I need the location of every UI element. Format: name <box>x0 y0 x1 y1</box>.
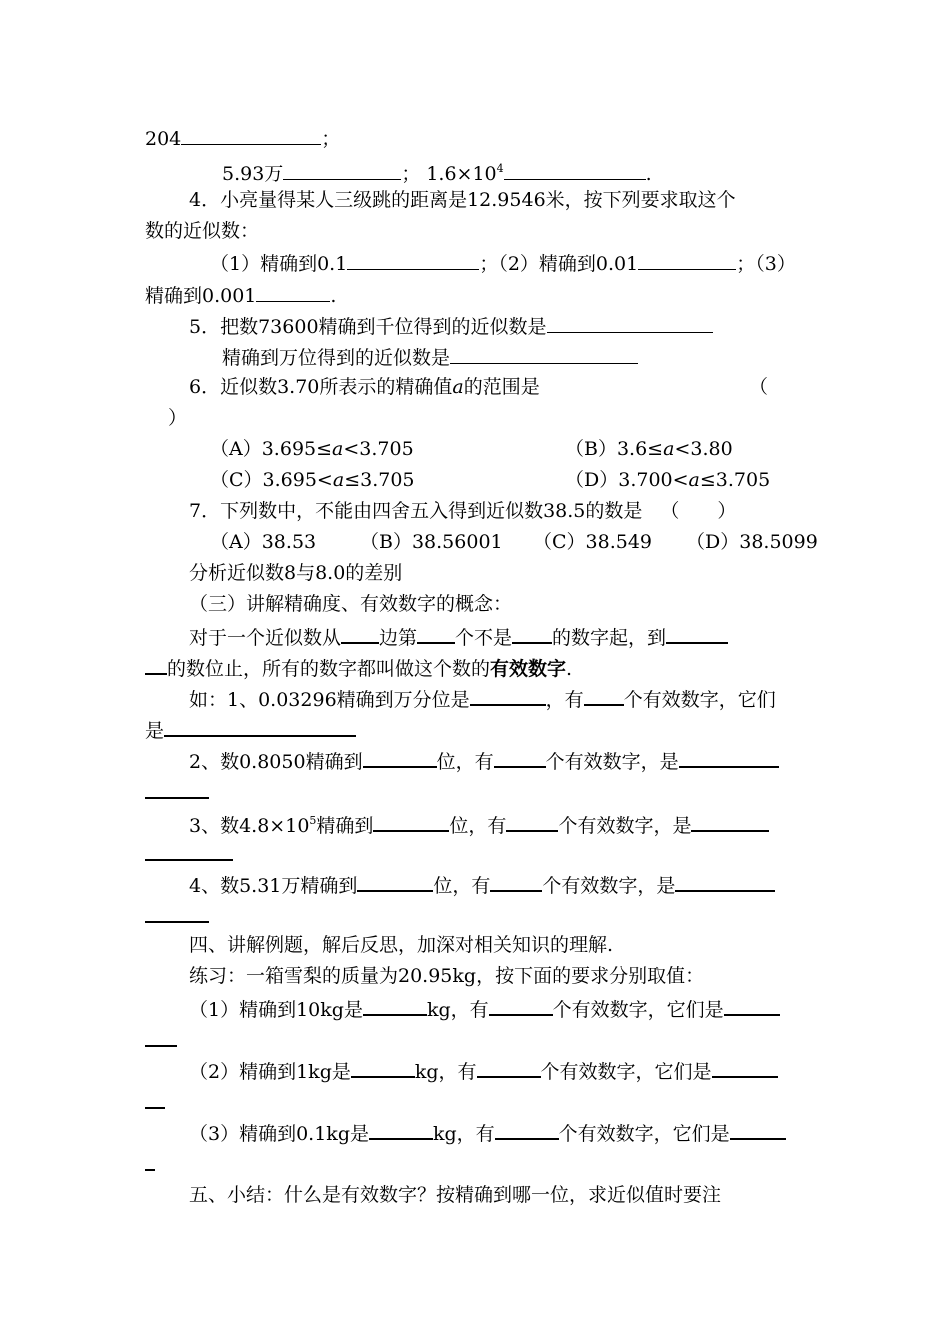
ex-text: 个有效数字，是 <box>542 875 676 897</box>
practice-1-cont <box>145 1025 177 1054</box>
opt-text: （C）3.695< <box>210 469 333 491</box>
answer-blank[interactable] <box>283 159 401 180</box>
q3-value-204: 204 <box>145 128 182 150</box>
q6-text-b: 的范围是 <box>463 376 540 398</box>
analysis-line: 分析近似数8与8.0的差别 <box>189 562 403 584</box>
q3-value-sci: 1.6×10 <box>426 163 497 185</box>
ex-text: 是 <box>145 720 165 742</box>
opt-text: ≤3.705 <box>699 469 771 491</box>
period: . <box>330 285 337 307</box>
separator: ； <box>479 253 499 275</box>
var-a: a <box>332 469 345 491</box>
var-a: a <box>332 438 344 460</box>
definition-line-1 <box>189 622 728 651</box>
q4-part-1: （1）精确到0.1 <box>210 253 348 275</box>
var-a: a <box>688 469 700 491</box>
q6-text-a: 6．近似数3.70所表示的精确值 <box>189 376 453 398</box>
period: . <box>645 163 652 185</box>
answer-blank[interactable] <box>506 810 558 832</box>
practice-text: （1）精确到10kg是 <box>189 999 363 1021</box>
answer-blank[interactable] <box>547 312 713 333</box>
answer-blank[interactable] <box>450 343 638 364</box>
practice-text: kg，有 <box>426 999 489 1021</box>
q4-part-2: （2）精确到0.01 <box>498 253 639 275</box>
answer-blank[interactable] <box>145 777 209 799</box>
q7-text <box>189 498 736 524</box>
q5-text: 5．把数73600精确到千位得到的近似数是 <box>189 316 547 338</box>
answer-blank[interactable] <box>341 622 379 644</box>
practice-2 <box>189 1056 778 1085</box>
opt-text: （A）3.695≤ <box>210 438 333 460</box>
example-3 <box>189 808 769 839</box>
answer-blank[interactable] <box>675 870 775 892</box>
practice-text: （3）精确到0.1kg是 <box>189 1123 369 1145</box>
practice-3 <box>189 1118 786 1147</box>
answer-blank[interactable] <box>363 994 427 1016</box>
answer-blank[interactable] <box>584 684 624 706</box>
answer-blank[interactable] <box>679 746 779 768</box>
answer-blank[interactable] <box>494 746 546 768</box>
q3-value-593w: 5.93万 <box>222 163 284 185</box>
example-1 <box>189 684 776 713</box>
answer-blank[interactable] <box>145 1149 155 1171</box>
answer-blank[interactable] <box>470 684 546 706</box>
ex-text: 如：1、0.03296精确到万分位是 <box>189 689 470 711</box>
opt-text: （D）3.700< <box>565 469 689 491</box>
example-1-cont <box>145 715 356 744</box>
q5-line-1 <box>189 312 713 340</box>
term-significant-figures: 有效数字 <box>490 658 567 680</box>
ex-text: 个有效数字，它们 <box>623 689 776 711</box>
ex-text: 个有效数字，是 <box>545 751 679 773</box>
ex-text: 精确到 <box>316 815 374 837</box>
answer-blank[interactable] <box>145 653 167 675</box>
ex-text: 位，有 <box>433 875 491 897</box>
separator: ； <box>401 163 421 185</box>
answer-blank[interactable] <box>512 622 552 644</box>
q4-text: 4．小亮量得某人三级跳的距离是12.9546米，按下列要求取这个 <box>189 189 736 211</box>
practice-text: 个有效数字，它们是 <box>540 1061 712 1083</box>
section3-title: （三）讲解精确度、有效数字的概念： <box>189 593 513 615</box>
q5-text-2: 精确到万位得到的近似数是 <box>222 347 451 369</box>
answer-blank[interactable] <box>256 281 330 302</box>
ex-text: 个有效数字，是 <box>558 815 692 837</box>
q6-option-d[interactable] <box>565 467 770 493</box>
q7-option-a[interactable]: （A）38.53 <box>210 531 317 553</box>
answer-blank[interactable] <box>363 746 437 768</box>
answer-blank[interactable] <box>417 622 455 644</box>
q6-text <box>189 374 540 400</box>
answer-blank[interactable] <box>145 839 233 861</box>
opt-text: <3.705 <box>343 438 414 460</box>
def-text: 的数位止，所有的数字都叫做这个数的 <box>167 658 491 680</box>
q7-question: 7．下列数中，不能由四舍五入得到近似数38.5的数是 <box>189 500 643 522</box>
answer-blank[interactable] <box>495 1118 559 1140</box>
opt-text: ≤3.705 <box>344 469 415 491</box>
q7-option-b[interactable]: （B）38.56001 <box>360 531 503 553</box>
section4-title: 四、讲解例题，解后反思，加深对相关知识的理解. <box>189 934 614 956</box>
q4-parts <box>210 249 796 277</box>
var-a: a <box>452 376 464 398</box>
answer-blank[interactable] <box>347 249 479 270</box>
q7-option-d[interactable]: （D）38.5099 <box>686 531 818 553</box>
example-3-cont <box>145 839 233 868</box>
q4-part-3 <box>145 281 336 309</box>
q3-line-2 <box>222 156 652 187</box>
q5-line-2 <box>222 343 638 371</box>
opt-text: <3.80 <box>674 438 733 460</box>
answer-blank[interactable] <box>712 1056 778 1078</box>
ex-text: 位，有 <box>436 751 494 773</box>
ex-text: ，有 <box>545 689 584 711</box>
q6-paren-open: （ <box>749 376 769 398</box>
ex-text: 3、数4.8×10 <box>189 815 310 837</box>
q6-option-a[interactable] <box>210 436 414 462</box>
answer-blank[interactable] <box>373 810 449 832</box>
practice-3-cont <box>145 1149 155 1178</box>
ex-text: 2、数0.8050精确到 <box>189 751 363 773</box>
answer-blank[interactable] <box>490 870 542 892</box>
definition-line-2 <box>145 653 572 682</box>
opt-text: （B）3.6≤ <box>565 438 664 460</box>
practice-text: kg，有 <box>414 1061 477 1083</box>
q4-text-cont: 数的近似数： <box>145 220 260 242</box>
exponent: 4 <box>496 162 504 175</box>
answer-blank[interactable] <box>730 1118 786 1140</box>
section5-title: 五、小结：什么是有效数字？按精确到哪一位，求近似值时要注 <box>189 1184 722 1206</box>
q6-option-b[interactable] <box>565 436 733 462</box>
ex-text: 位，有 <box>449 815 507 837</box>
answer-paren[interactable]: （ ） <box>660 500 737 522</box>
practice-text: （2）精确到1kg是 <box>189 1061 351 1083</box>
answer-blank[interactable] <box>638 249 736 270</box>
answer-blank[interactable] <box>145 901 209 923</box>
answer-blank[interactable] <box>666 622 728 644</box>
practice-1 <box>189 994 780 1023</box>
q6-paren-close: ） <box>168 407 188 429</box>
answer-blank[interactable] <box>351 1056 415 1078</box>
def-text: 个不是 <box>455 627 513 649</box>
answer-blank[interactable] <box>357 870 433 892</box>
example-4-cont <box>145 901 209 930</box>
practice-2-cont <box>145 1087 165 1116</box>
answer-blank[interactable] <box>181 124 321 145</box>
practice-line: 练习：一箱雪梨的质量为20.95kg，按下面的要求分别取值： <box>189 965 705 987</box>
answer-blank[interactable] <box>477 1056 541 1078</box>
answer-blank[interactable] <box>145 1087 165 1109</box>
q3-line-1 <box>145 124 340 152</box>
answer-blank[interactable] <box>145 1025 177 1047</box>
exponent: 5 <box>309 814 317 827</box>
def-text: 的数字起，到 <box>552 627 667 649</box>
practice-text: 个有效数字，它们是 <box>558 1123 730 1145</box>
q4-part-3-label: ；（3） <box>736 253 796 275</box>
example-2 <box>189 746 779 775</box>
example-4 <box>189 870 775 899</box>
practice-text: kg，有 <box>432 1123 495 1145</box>
practice-text: 个有效数字，它们是 <box>552 999 724 1021</box>
q3-line1-end: ； <box>321 128 341 150</box>
q7-option-c[interactable]: （C）38.549 <box>533 531 653 553</box>
answer-blank[interactable] <box>489 994 553 1016</box>
answer-blank[interactable] <box>369 1118 433 1140</box>
answer-blank[interactable] <box>691 810 769 832</box>
ex-text: 4、数5.31万精确到 <box>189 875 358 897</box>
answer-blank[interactable] <box>724 994 780 1016</box>
def-text: 对于一个近似数从 <box>189 627 342 649</box>
q6-option-c[interactable] <box>210 467 415 493</box>
def-text: 边第 <box>379 627 418 649</box>
example-2-cont <box>145 777 209 806</box>
period: . <box>566 658 573 680</box>
answer-blank[interactable] <box>164 715 356 737</box>
q4-part-3-text: 精确到0.001 <box>145 285 257 307</box>
var-a: a <box>663 438 675 460</box>
answer-blank[interactable] <box>504 159 646 180</box>
